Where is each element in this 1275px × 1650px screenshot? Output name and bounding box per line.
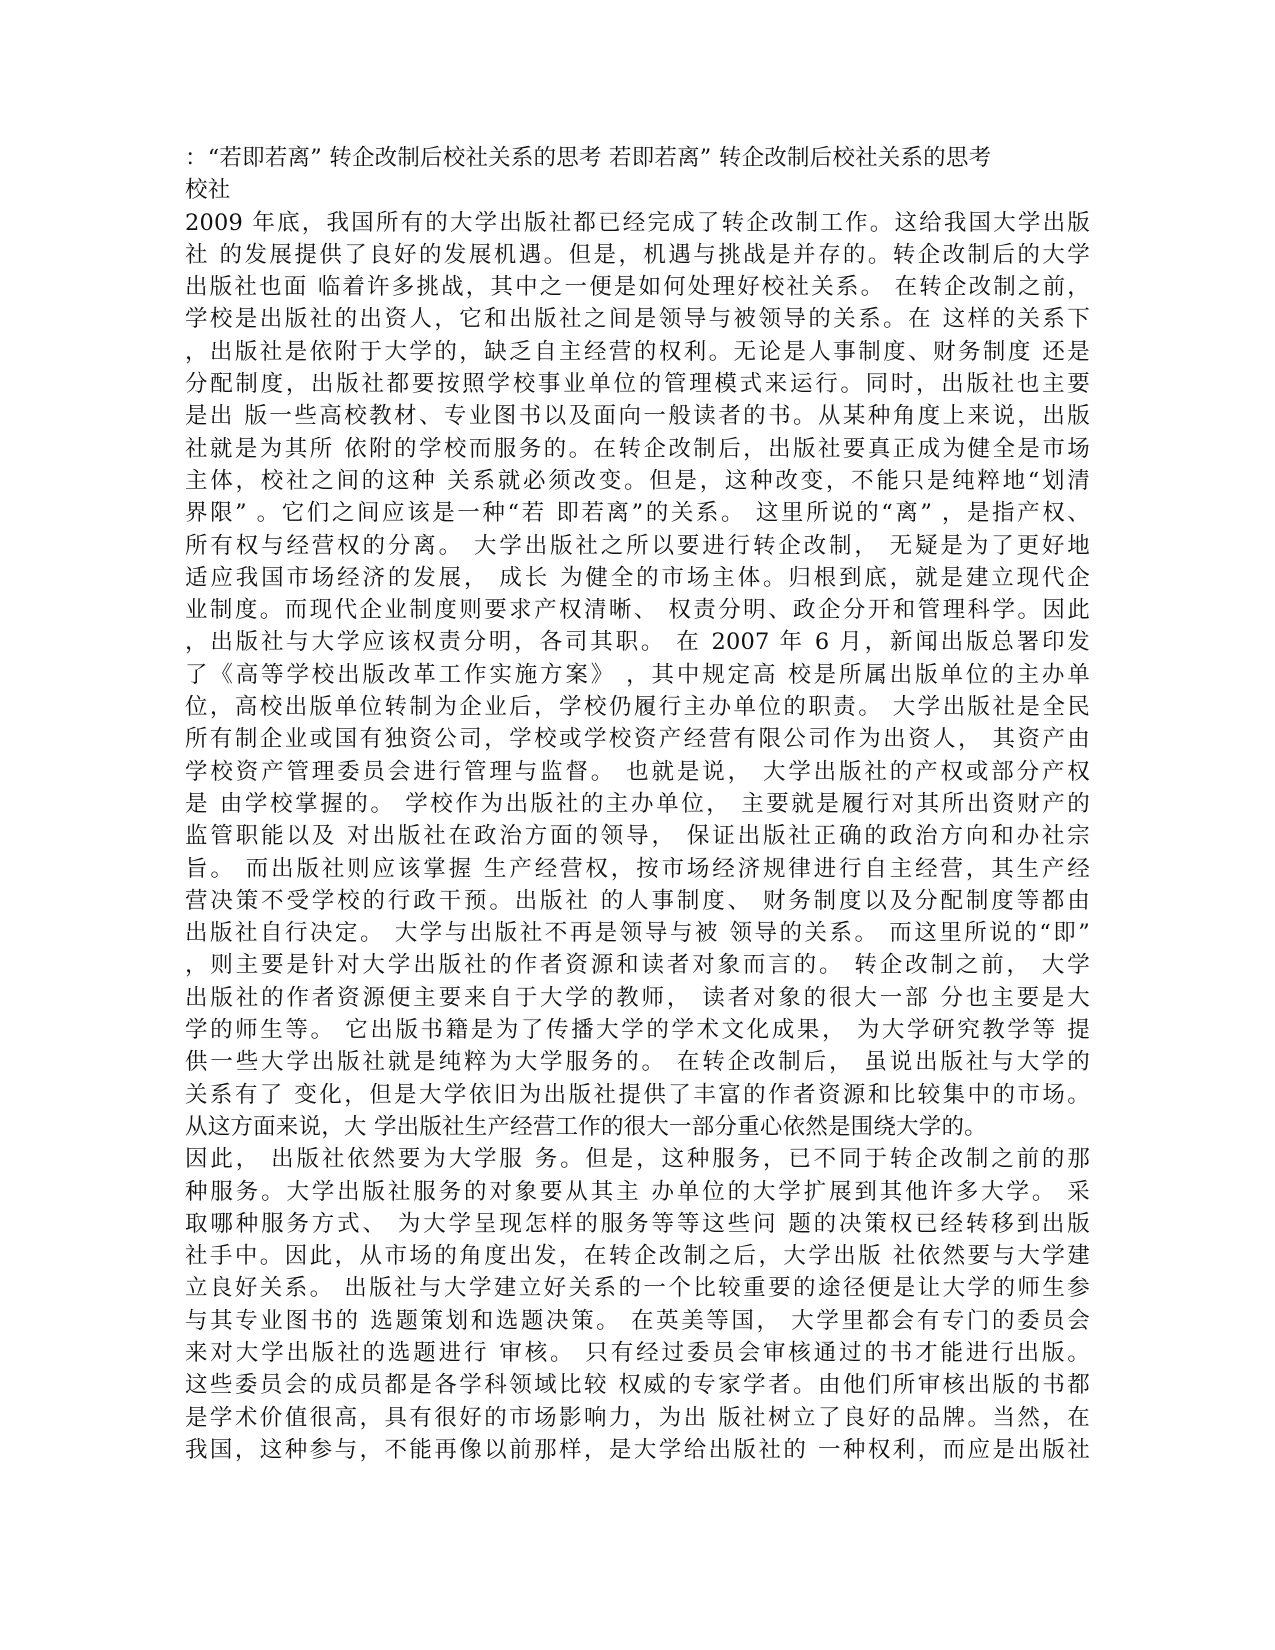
- paragraph-line: 出版社自行决定。 大学与出版社不再是领导与被 领导的关系。 而这里所说的“即”: [185, 920, 1090, 947]
- paragraph-line: 适应我国市场经济的发展， 成长 为健全的市场主体。归根到底，就是建立现代企: [185, 564, 1090, 591]
- paragraph-line: 是学术价值很高，具有很好的市场影响力，为出 版社树立了良好的品牌。当然，在: [185, 1404, 1090, 1431]
- paragraph-line: 社就是为其所 依附的学校而服务的。在转企改制后，出版社要真正成为健全是市场: [185, 435, 1090, 462]
- paragraph-line: 从这方面来说，大 学出版社生产经营工作的很大一部分重心依然是围绕大学的。: [185, 1113, 987, 1140]
- paragraph-line: 学的师生等。 它出版书籍是为了传播大学的学术文化成果， 为大学研究教学等 提: [185, 1017, 1090, 1044]
- paragraph-line: 主体，校社之间的这种 关系就必须改变。但是，这种改变，不能只是纯粹地“划清: [185, 467, 1090, 494]
- paragraph-line: 所有权与经营权的分离。 大学出版社之所以要进行转企改制， 无疑是为了更好地: [185, 532, 1090, 559]
- paragraph-line: 位，高校出版单位转制为企业后，学校仍履行主办单位的职责。 大学出版社是全民: [185, 694, 1090, 721]
- paragraph-line: 出版社的作者资源便主要来自于大学的教师， 读者对象的很大一部 分也主要是大: [185, 984, 1090, 1011]
- paragraph-line: 学校资产管理委员会进行管理与监督。 也就是说， 大学出版社的产权或部分产权: [185, 758, 1090, 785]
- paragraph-line: 社手中。因此，从市场的角度出发，在转企改制之后，大学出版 社依然要与大学建: [185, 1243, 1090, 1270]
- paragraph-line: ，出版社与大学应该权责分明，各司其职。 在 2007 年 6 月，新闻出版总署印发: [185, 629, 1090, 656]
- paragraph-line: 学校是出版社的出资人，它和出版社之间是领导与被领导的关系。在 这样的关系下: [185, 306, 1090, 333]
- paragraph-line: 与其专业图书的 选题策划和选题决策。 在英美等国， 大学里都会有专门的委员会: [185, 1307, 1090, 1334]
- paragraph-line: 取哪种服务方式、 为大学呈现怎样的服务等等这些问 题的决策权已经转移到出版: [185, 1210, 1090, 1237]
- paragraph-line: 是 由学校掌握的。 学校作为出版社的主办单位， 主要就是履行对其所出资财产的: [185, 790, 1090, 817]
- paragraph-line: 供一些大学出版社就是纯粹为大学服务的。 在转企改制后， 虽说出版社与大学的: [185, 1049, 1090, 1076]
- paragraph-line: 我国，这种参与，不能再像以前那样，是大学给出版社的 一种权利，而应是出版社: [185, 1436, 1090, 1463]
- paragraph-line: 社 的发展提供了良好的发展机遇。但是，机遇与挑战是并存的。转企改制后的大学: [185, 241, 1090, 268]
- paragraph-line: 营决策不受学校的行政干预。出版社 的人事制度、 财务制度以及分配制度等都由: [185, 887, 1090, 914]
- paragraph-line: 这些委员会的成员都是各学科领域比较 权威的专家学者。由他们所审核出版的书都: [185, 1372, 1090, 1399]
- paragraph-line: 立良好关系。 出版社与大学建立好关系的一个比较重要的途径便是让大学的师生参: [185, 1275, 1090, 1302]
- title-line: ：“若即若离” 转企改制后校社关系的思考 若即若离” 转企改制后校社关系的思考: [185, 145, 992, 171]
- paragraph-line: ，出版社是依附于大学的，缺乏自主经营的权利。无论是人事制度、财务制度 还是: [185, 338, 1090, 365]
- paragraph-line: 分配制度，出版社都要按照学校事业单位的管理模式来运行。同时，出版社也主要: [185, 371, 1090, 398]
- paragraph-line: ，则主要是针对大学出版社的作者资源和读者对象而言的。 转企改制之前， 大学: [185, 952, 1090, 979]
- paragraph-line: 因此， 出版社依然要为大学服 务。但是，这种服务，已不同于转企改制之前的那: [185, 1146, 1090, 1173]
- paragraph-line: 来对大学出版社的选题进行 审核。 只有经过委员会审核通过的书才能进行出版。: [185, 1339, 1090, 1366]
- paragraph-line: 关系有了 变化，但是大学依旧为出版社提供了丰富的作者资源和比较集中的市场。: [185, 1081, 1090, 1108]
- paragraph-line: 业制度。而现代企业制度则要求产权清晰、 权责分明、政企分开和管理科学。因此: [185, 597, 1090, 624]
- paragraph-line: 界限” 。它们之间应该是一种“若 即若离”的关系。 这里所说的“离” ，是指产权、: [185, 500, 1090, 527]
- paragraph-line: 所有制企业或国有独资公司，学校或学校资产经营有限公司作为出资人， 其资产由: [185, 726, 1090, 753]
- paragraph-line: 2009 年底，我国所有的大学出版社都已经完成了转企改制工作。这给我国大学出版: [185, 209, 1090, 236]
- title-line: 校社: [185, 177, 231, 204]
- paragraph-line: 监管职能以及 对出版社在政治方面的领导， 保证出版社正确的政治方向和办社宗: [185, 823, 1090, 850]
- document-body: [185, 142, 1090, 1466]
- paragraph-line: 是出 版一些高校教材、专业图书以及面向一般读者的书。从某种角度上来说，出版: [185, 403, 1090, 430]
- paragraph-line: 旨。 而出版社则应该掌握 生产经营权，按市场经济规律进行自主经营，其生产经: [185, 855, 1090, 882]
- paragraph-line: 种服务。大学出版社服务的对象要从其主 办单位的大学扩展到其他许多大学。 采: [185, 1178, 1090, 1205]
- paragraph-line: 出版社也面 临着许多挑战，其中之一便是如何处理好校社关系。 在转企改制之前，: [185, 274, 1090, 301]
- paragraph-line: 了《高等学校出版改革工作实施方案》 ，其中规定高 校是所属出版单位的主办单: [185, 661, 1090, 688]
